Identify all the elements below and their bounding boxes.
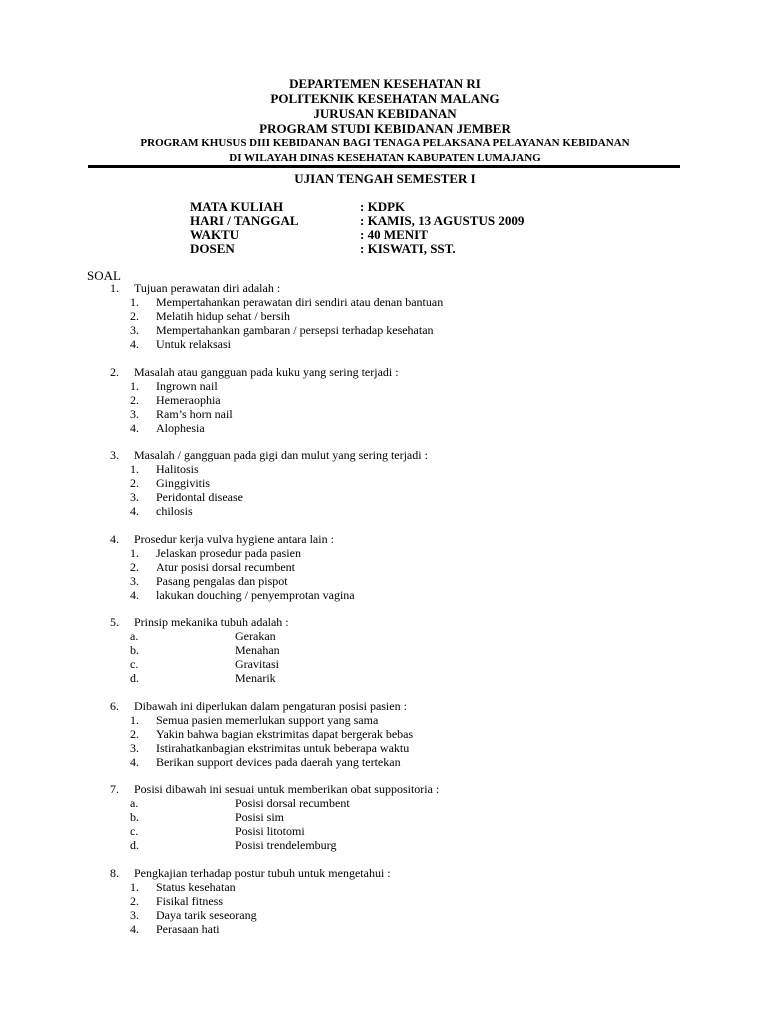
question-item	[110, 281, 710, 351]
option-text: Atur posisi dorsal recumbent	[156, 559, 295, 574]
answer-option	[110, 309, 710, 323]
answer-option	[110, 908, 710, 922]
question-number: 3.	[110, 448, 119, 462]
option-marker: 2.	[130, 476, 139, 490]
option-text: Posisi litotomi	[235, 824, 305, 838]
option-text: Untuk relaksasi	[156, 337, 231, 351]
option-marker: d.	[130, 671, 139, 685]
answer-option	[110, 421, 710, 435]
info-row-course	[190, 200, 524, 214]
question-stem	[110, 615, 710, 629]
answer-option	[110, 504, 710, 518]
answer-option	[110, 462, 710, 476]
option-marker: 4.	[130, 754, 139, 769]
answer-option	[110, 838, 710, 852]
answer-option	[110, 796, 710, 810]
info-label: WAKTU	[190, 227, 240, 242]
answer-option	[110, 393, 710, 407]
answer-option	[110, 643, 710, 657]
option-marker: 4.	[130, 587, 139, 602]
answer-option	[110, 337, 710, 351]
info-value: : KDPK	[360, 199, 406, 214]
option-text: Mempertahankan perawatan diri sendiri atau denan bantuan	[156, 295, 444, 309]
info-value: : KISWATI, SST.	[360, 241, 456, 256]
question-text: Prinsip mekanika tubuh adalah :	[134, 615, 289, 629]
option-marker: 4.	[130, 504, 139, 518]
answer-option	[110, 560, 710, 574]
option-marker: 2.	[130, 559, 139, 574]
option-text: Jelaskan prosedur pada pasien	[156, 545, 301, 560]
question-item	[110, 448, 710, 518]
question-number: 8.	[110, 865, 119, 880]
option-text: Alophesia	[156, 420, 205, 435]
option-text: Peridontal disease	[156, 490, 243, 504]
answer-option	[110, 323, 710, 337]
answer-option	[110, 810, 710, 824]
option-text: Daya tarik seseorang	[156, 907, 257, 922]
option-text: Mempertahankan gambaran / persepsi terhadap kesehatan	[156, 323, 434, 337]
question-item	[110, 782, 710, 852]
option-marker: 1.	[130, 545, 139, 560]
option-marker: 3.	[130, 907, 139, 922]
option-marker: 1.	[130, 462, 139, 476]
header-region: DI WILAYAH DINAS KESEHATAN KABUPATEN LUMAJANG	[229, 152, 541, 164]
option-text: Posisi trendelemburg	[235, 838, 337, 852]
question-text: Tujuan perawatan diri adalah :	[134, 281, 281, 295]
answer-option	[110, 671, 710, 685]
option-text: Melatih hidup sehat / bersih	[156, 309, 290, 323]
option-marker: 4.	[130, 337, 139, 351]
answer-option	[110, 657, 710, 671]
option-text: Semua pasien memerlukan support yang sama	[156, 712, 379, 727]
question-stem	[110, 281, 710, 295]
info-row-lecturer	[190, 242, 524, 256]
option-text: Ginggivitis	[156, 476, 211, 490]
info-label: DOSEN	[190, 241, 235, 256]
option-text: Posisi sim	[235, 810, 285, 824]
option-text: Hemeraophia	[156, 392, 221, 407]
option-marker: b.	[130, 643, 139, 657]
answer-option	[110, 490, 710, 504]
header-department: JURUSAN KEBIDANAN	[313, 106, 457, 121]
option-text: Menahan	[235, 643, 280, 657]
option-text: Pasang pengalas dan pispot	[156, 573, 288, 588]
option-marker: 2.	[130, 392, 139, 407]
exam-info	[190, 200, 524, 256]
question-number: 7.	[110, 782, 119, 796]
question-stem	[110, 532, 710, 546]
option-marker: 3.	[130, 490, 139, 504]
option-marker: 2.	[130, 893, 139, 908]
header-divider	[88, 165, 680, 168]
option-marker: 3.	[130, 573, 139, 588]
question-stem	[110, 782, 710, 796]
answer-option	[110, 476, 710, 490]
option-marker: 1.	[130, 378, 139, 393]
header-study-program: PROGRAM STUDI KEBIDANAN JEMBER	[259, 121, 511, 136]
option-text: Halitosis	[156, 462, 199, 476]
question-text: Masalah atau gangguan pada kuku yang sering terjadi :	[134, 364, 399, 379]
option-marker: 1.	[130, 879, 139, 894]
answer-option	[110, 922, 710, 936]
answer-option	[110, 741, 710, 755]
question-text: Masalah / gangguan pada gigi dan mulut yang sering terjadi :	[134, 448, 428, 462]
answer-option	[110, 295, 710, 309]
answer-option	[110, 755, 710, 769]
option-text: lakukan douching / penyemprotan vagina	[156, 587, 355, 602]
option-text: Posisi dorsal recumbent	[235, 796, 350, 810]
answer-option	[110, 407, 710, 421]
header-ministry: DEPARTEMEN KESEHATAN RI	[289, 76, 481, 91]
info-label: MATA KULIAH	[190, 199, 284, 214]
option-marker: 3.	[130, 406, 139, 421]
exam-title: UJIAN TENGAH SEMESTER I	[294, 171, 476, 186]
option-text: Berikan support devices pada daerah yang tertekan	[156, 754, 401, 769]
header-institution: POLITEKNIK KESEHATAN MALANG	[270, 91, 500, 106]
option-marker: 2.	[130, 309, 139, 323]
question-stem	[110, 365, 710, 379]
option-marker: a.	[130, 629, 139, 643]
question-item	[110, 532, 710, 602]
question-stem	[110, 448, 710, 462]
answer-option	[110, 588, 710, 602]
question-number: 6.	[110, 698, 119, 713]
info-row-date	[190, 214, 524, 228]
option-text: Ram’s horn nail	[156, 406, 233, 421]
option-marker: 4.	[130, 921, 139, 936]
document-header	[90, 76, 680, 166]
option-marker: c.	[130, 657, 139, 671]
question-text: Dibawah ini diperlukan dalam pengaturan posisi pasien :	[134, 698, 407, 713]
question-item	[110, 866, 710, 936]
option-marker: 4.	[130, 420, 139, 435]
question-stem	[110, 699, 710, 713]
question-list	[110, 281, 710, 949]
question-item	[110, 365, 710, 435]
answer-option	[110, 824, 710, 838]
answer-option	[110, 379, 710, 393]
option-marker: a.	[130, 796, 139, 810]
option-text: Istirahatkanbagian ekstrimitas untuk beberapa waktu	[156, 740, 410, 755]
option-text: chilosis	[156, 504, 193, 518]
answer-option	[110, 894, 710, 908]
info-value: : KAMIS, 13 AGUSTUS 2009	[360, 213, 525, 228]
answer-option	[110, 546, 710, 560]
question-number: 4.	[110, 531, 119, 546]
question-number: 1.	[110, 281, 119, 295]
answer-option	[110, 574, 710, 588]
question-number: 5.	[110, 615, 119, 629]
questions-heading: SOAL	[87, 268, 121, 283]
option-text: Menarik	[235, 671, 276, 685]
option-text: Gerakan	[235, 629, 276, 643]
option-text: Fisikal fitness	[156, 893, 224, 908]
option-marker: 1.	[130, 295, 139, 309]
question-number: 2.	[110, 364, 119, 379]
option-marker: 3.	[130, 323, 139, 337]
option-text: Status kesehatan	[156, 879, 236, 894]
option-marker: 1.	[130, 712, 139, 727]
question-text: Posisi dibawah ini sesuai untuk memberikan obat suppositoria :	[134, 782, 440, 796]
info-row-time	[190, 228, 524, 242]
question-text: Prosedur kerja vulva hygiene antara lain :	[134, 531, 334, 546]
header-special-program: PROGRAM KHUSUS DIII KEBIDANAN BAGI TENAGA PELAKSANA PELAYANAN KEBIDANAN	[140, 137, 630, 149]
answer-option	[110, 727, 710, 741]
option-text: Perasaan hati	[156, 921, 220, 936]
option-text: Gravitasi	[235, 657, 279, 671]
option-marker: 2.	[130, 726, 139, 741]
question-stem	[110, 866, 710, 880]
option-text: Ingrown nail	[156, 378, 218, 393]
option-text: Yakin bahwa bagian ekstrimitas dapat bergerak bebas	[156, 726, 414, 741]
question-item	[110, 699, 710, 769]
question-text: Pengkajian terhadap postur tubuh untuk mengetahui :	[134, 865, 391, 880]
option-marker: b.	[130, 810, 139, 824]
answer-option	[110, 713, 710, 727]
info-value: : 40 MENIT	[360, 227, 428, 242]
option-marker: 3.	[130, 740, 139, 755]
answer-option	[110, 629, 710, 643]
answer-option	[110, 880, 710, 894]
question-item	[110, 615, 710, 685]
option-marker: c.	[130, 824, 139, 838]
option-marker: d.	[130, 838, 139, 852]
info-label: HARI / TANGGAL	[190, 213, 299, 228]
